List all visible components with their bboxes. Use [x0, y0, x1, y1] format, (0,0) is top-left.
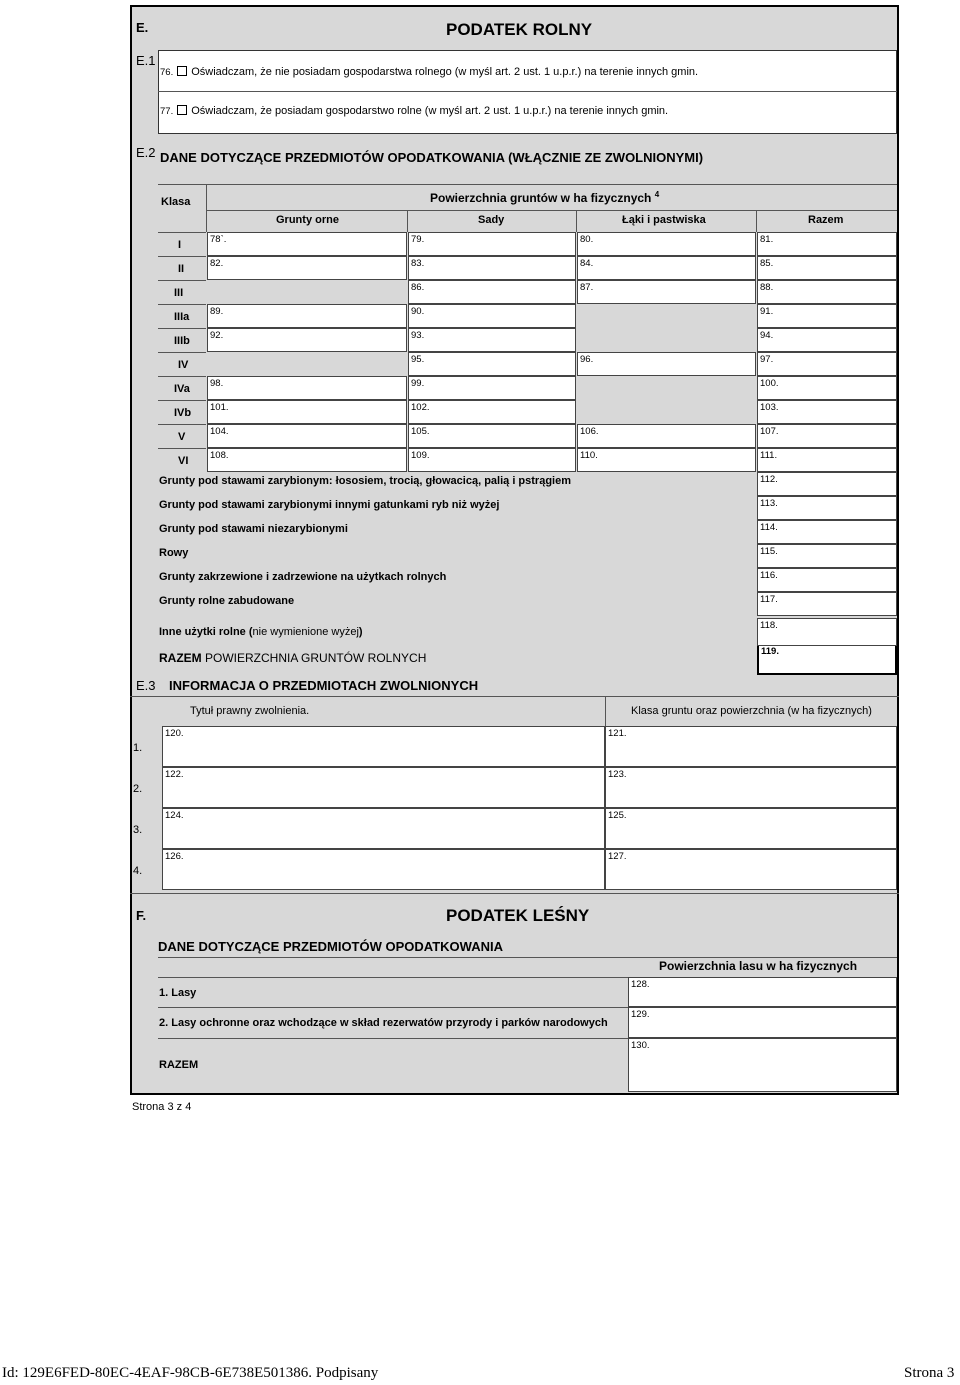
- form-field-cell[interactable]: [757, 376, 897, 400]
- form-field-cell[interactable]: [757, 592, 897, 616]
- col-divider: [407, 210, 408, 232]
- field-number: 78`.: [210, 234, 227, 245]
- form-field-cell[interactable]: [757, 400, 897, 424]
- form-field-cell[interactable]: [757, 496, 897, 520]
- form-field-cell[interactable]: [408, 448, 576, 472]
- field-number: 90.: [411, 306, 425, 317]
- field-number: 121.: [608, 728, 627, 739]
- form-field-cell[interactable]: [207, 256, 407, 280]
- e1-divider: [158, 91, 897, 92]
- field-number: 107.: [760, 426, 779, 437]
- field-number: 104.: [210, 426, 229, 437]
- form-field-cell[interactable]: [207, 376, 407, 400]
- class-label: II: [178, 263, 185, 275]
- special-row-label: Grunty pod stawami niezarybionymi: [159, 523, 348, 535]
- form-field-cell[interactable]: [757, 618, 897, 646]
- field-number: 122.: [165, 769, 184, 780]
- field-number: 126.: [165, 851, 184, 862]
- total-row-label-text: POWIERZCHNIA GRUNTÓW ROLNYCH: [205, 651, 427, 665]
- form-field-cell[interactable]: [207, 400, 407, 424]
- field-number: 112.: [760, 474, 778, 485]
- field-number: 106.: [580, 426, 599, 437]
- form-field-cell[interactable]: [207, 328, 407, 352]
- field-number: 102.: [411, 402, 430, 413]
- form-field-cell[interactable]: [757, 304, 897, 328]
- form-field-cell[interactable]: [408, 304, 576, 328]
- e3-top-line: [130, 696, 899, 697]
- class-label: I: [178, 239, 182, 251]
- e3-col-title: Tytuł prawny zwolnienia.: [190, 705, 310, 717]
- special-row-label: Grunty pod stawami zarybionym: łososiem, trocią, głowacicą, palią i pstrągiem: [159, 475, 572, 487]
- form-field-cell[interactable]: [757, 544, 897, 568]
- e2-label: E.2: [136, 145, 156, 160]
- field-number: 83.: [411, 258, 425, 269]
- form-field-cell[interactable]: [408, 280, 576, 304]
- exemption-area-field[interactable]: [605, 808, 897, 849]
- section-f-letter: F.: [136, 908, 147, 923]
- section-separator: [130, 893, 899, 894]
- exemption-row-index: 1.: [133, 742, 143, 754]
- class-label: IIIa: [174, 311, 190, 323]
- area-header: [430, 190, 659, 205]
- label-normal-part: nie wymienione wyżej: [252, 626, 359, 638]
- form-field-cell[interactable]: [408, 232, 576, 256]
- field-number: 114.: [760, 522, 778, 533]
- forest-row-line: [158, 1038, 628, 1039]
- col-header-grunty-orne: Grunty orne: [276, 214, 339, 226]
- e1-declarations-box: [158, 50, 897, 134]
- class-label: V: [178, 431, 186, 443]
- form-field-cell[interactable]: [757, 424, 897, 448]
- field-number: 127.: [608, 851, 627, 862]
- form-field-cell[interactable]: [757, 472, 897, 496]
- col-divider: [756, 210, 757, 232]
- field-number: 93.: [411, 330, 425, 341]
- field-number: 82.: [210, 258, 224, 269]
- field-number: 87.: [580, 282, 594, 293]
- area-header-text: Powierzchnia gruntów w ha fizycznych: [430, 191, 652, 205]
- forest-table-top: [158, 957, 897, 958]
- forest-row-label: RAZEM: [159, 1059, 199, 1071]
- exemption-title-field[interactable]: [162, 808, 605, 849]
- klasa-header: Klasa: [161, 196, 191, 208]
- exemption-row-index: 2.: [133, 783, 143, 795]
- field-number: 125.: [608, 810, 627, 821]
- field-number: 79.: [411, 234, 425, 245]
- field-number: 98.: [210, 378, 224, 389]
- col-header-line: [206, 210, 897, 211]
- e3-header-divider: [605, 696, 606, 726]
- forest-area-field[interactable]: [628, 977, 897, 1007]
- field-number: 116.: [760, 570, 778, 581]
- forest-row-line: [158, 977, 628, 978]
- form-field-cell[interactable]: [207, 232, 407, 256]
- forest-area-field[interactable]: [628, 1038, 897, 1092]
- special-row-label: Grunty zakrzewione i zadrzewione na użytkach rolnych: [159, 571, 447, 583]
- section-e-letter: E.: [136, 20, 149, 35]
- form-field-cell[interactable]: [577, 352, 756, 376]
- field-number-77: 77.: [160, 106, 174, 117]
- col-header-sady: Sady: [478, 214, 505, 226]
- label-bold-part: Inne użytki rolne (: [159, 626, 253, 638]
- form-field-cell[interactable]: [757, 280, 897, 304]
- form-field-cell[interactable]: [408, 352, 576, 376]
- footer-page-number: Strona 3: [904, 1365, 955, 1381]
- field-number: 109.: [411, 450, 430, 461]
- field-number: 118.: [760, 620, 778, 631]
- field-number: 81.: [760, 234, 774, 245]
- field-number: 101.: [210, 402, 229, 413]
- field-number: 84.: [580, 258, 594, 269]
- class-label: IIIb: [174, 335, 190, 347]
- field-number: 80.: [580, 234, 594, 245]
- field-number: 85.: [760, 258, 774, 269]
- forest-col-header: Powierzchnia lasu w ha fizycznych: [659, 959, 858, 973]
- field-number: 123.: [608, 769, 627, 780]
- exemption-area-field[interactable]: [605, 767, 897, 808]
- form-field-cell[interactable]: [757, 352, 897, 376]
- forest-area-field[interactable]: [628, 1007, 897, 1038]
- section-f-subtitle: DANE DOTYCZĄCE PRZEDMIOTÓW OPODATKOWANIA: [158, 939, 503, 954]
- form-field-cell[interactable]: [757, 520, 897, 544]
- form-field-cell[interactable]: [408, 376, 576, 400]
- field-number: 105.: [411, 426, 430, 437]
- form-field-cell[interactable]: [577, 280, 756, 304]
- forest-row-label: 1. Lasy: [159, 987, 197, 999]
- total-row-label-bold: RAZEM: [159, 651, 202, 665]
- field-number: 95.: [411, 354, 425, 365]
- col-divider: [576, 210, 577, 232]
- declaration-77[interactable]: [160, 105, 668, 117]
- exemption-title-field[interactable]: [162, 726, 605, 767]
- field-number: 128.: [631, 979, 650, 990]
- exemption-row-index: 3.: [133, 824, 143, 836]
- forest-row-label: 2. Lasy ochronne oraz wchodzące w skład rezerwatów przyrody i parków narodowych: [159, 1017, 608, 1029]
- form-field-cell[interactable]: [757, 448, 897, 472]
- field-119[interactable]: [757, 643, 897, 675]
- e3-label: E.3: [136, 678, 156, 693]
- form-field-cell[interactable]: [757, 232, 897, 256]
- field-number: 89.: [210, 306, 224, 317]
- field-number-76: 76.: [160, 67, 174, 78]
- form-field-cell[interactable]: [207, 448, 407, 472]
- field-number: 100.: [760, 378, 779, 389]
- field-number: 94.: [760, 330, 774, 341]
- field-number: 117.: [760, 594, 778, 605]
- declaration-76-text: Oświadczam, że nie posiadam gospodarstwa rolnego (w myśl art. 2 ust. 1 u.p.r.) na terenie innych gmin.: [191, 66, 699, 78]
- class-label: IVb: [174, 407, 192, 419]
- form-field-cell[interactable]: [408, 256, 576, 280]
- field-number: 88.: [760, 282, 774, 293]
- page-number-label: Strona 3 z 4: [132, 1101, 192, 1113]
- field-number: 130.: [631, 1040, 650, 1051]
- klasa-divider: [206, 184, 207, 232]
- class-label: IV: [178, 359, 189, 371]
- form-field-cell[interactable]: [577, 448, 756, 472]
- field-number: 103.: [760, 402, 779, 413]
- form-field-cell[interactable]: [408, 400, 576, 424]
- exemption-area-field[interactable]: [605, 726, 897, 767]
- class-label: VI: [178, 455, 189, 467]
- form-field-cell[interactable]: [408, 424, 576, 448]
- field-number: 110.: [580, 450, 598, 461]
- special-row-label: [159, 626, 363, 638]
- section-f-title: PODATEK LEŚNY: [446, 906, 590, 925]
- form-field-cell[interactable]: [207, 424, 407, 448]
- e2-title: DANE DOTYCZĄCE PRZEDMIOTÓW OPODATKOWANIA (WŁĄCZNIE ZE ZWOLNIONYMI): [160, 150, 704, 165]
- field-number: 96.: [580, 354, 594, 365]
- total-row-label: [159, 651, 426, 665]
- field-number: 92.: [210, 330, 224, 341]
- form-field-cell[interactable]: [577, 424, 756, 448]
- exemption-title-field[interactable]: [162, 767, 605, 808]
- form-field-cell[interactable]: [577, 256, 756, 280]
- exemption-row-index: 4.: [133, 865, 143, 877]
- label-end-part: ): [358, 626, 363, 638]
- field-number: 86.: [411, 282, 425, 293]
- form-field-cell[interactable]: [207, 304, 407, 328]
- class-label: III: [174, 287, 184, 299]
- forest-row-line: [158, 1007, 628, 1008]
- class-label-cell: [158, 232, 206, 256]
- special-row-label: Grunty rolne zabudowane: [159, 595, 295, 607]
- field-number: 97.: [760, 354, 774, 365]
- footer-document-id: Id: 129E6FED-80EC-4EAF-98CB-6E738E501386. Podpisany: [2, 1365, 379, 1381]
- class-label: IVa: [174, 383, 190, 395]
- field-number: 99.: [411, 378, 425, 389]
- section-e-title: PODATEK ROLNY: [446, 20, 593, 39]
- exemption-area-field[interactable]: [605, 849, 897, 890]
- form-field-cell[interactable]: [577, 232, 756, 256]
- field-number-119: 119.: [761, 646, 779, 657]
- declaration-76[interactable]: [160, 66, 698, 78]
- form-field-cell[interactable]: [757, 256, 897, 280]
- checkbox-77[interactable]: [177, 105, 187, 115]
- form-field-cell[interactable]: [757, 568, 897, 592]
- col-header-laki: Łąki i pastwiska: [622, 214, 706, 226]
- field-number: 108.: [210, 450, 229, 461]
- checkbox-76[interactable]: [177, 66, 187, 76]
- col-header-razem: Razem: [808, 214, 844, 226]
- special-row-label: Grunty pod stawami zarybionymi innymi gatunkami ryb niż wyżej: [159, 499, 500, 511]
- form-field-cell[interactable]: [757, 328, 897, 352]
- e3-col-class: Klasa gruntu oraz powierzchnia (w ha fizycznych): [631, 705, 872, 717]
- form-field-cell[interactable]: [408, 328, 576, 352]
- exemption-title-field[interactable]: [162, 849, 605, 890]
- declaration-77-text: Oświadczam, że posiadam gospodarstwo rolne (w myśl art. 2 ust. 1 u.p.r.) na terenie innych gmin.: [191, 105, 669, 117]
- field-number: 124.: [165, 810, 184, 821]
- area-header-footnote: 4: [654, 190, 660, 199]
- e3-title: INFORMACJA O PRZEDMIOTACH ZWOLNIONYCH: [169, 678, 479, 693]
- field-number: 111.: [760, 450, 778, 461]
- table-top-line: [158, 184, 897, 185]
- e1-label: E.1: [136, 53, 156, 68]
- field-number: 115.: [760, 546, 778, 557]
- field-number: 129.: [631, 1009, 650, 1020]
- special-row-label: Rowy: [159, 547, 189, 559]
- field-number: 113.: [760, 498, 778, 509]
- field-number: 91.: [760, 306, 774, 317]
- field-number: 120.: [165, 728, 184, 739]
